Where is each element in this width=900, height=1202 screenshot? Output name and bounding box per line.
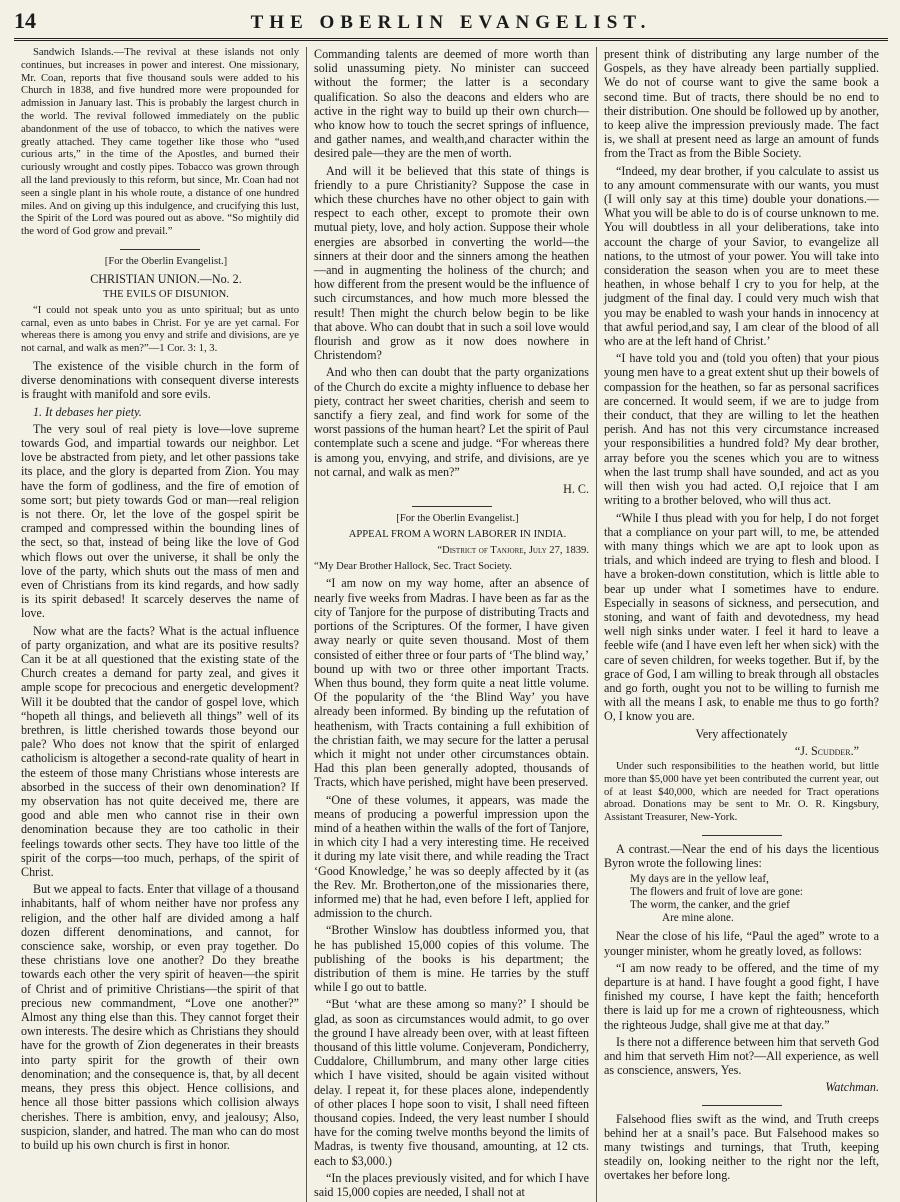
verse-line: The worm, the canker, and the grief <box>630 899 790 912</box>
divider <box>412 506 492 507</box>
article-subheading: THE EVILS OF DISUNION. <box>103 288 229 300</box>
verse-line: My days are in the yellow leaf, <box>630 873 769 886</box>
paragraph: “In the places previously visited, and for which I have said 15,000 copies are needed, I shall not at <box>314 1170 589 1200</box>
paragraph: present think of distributing any large number of the Gospels, as they have already been partially supplied. We do not of course want to give the same book a second time. But of tracts, there should be no end to their distribution. One should be followed up by another, to keep alive the impression previously made. The fact is, we shall at present need as large an amount of funds from the Tract as from the Bible Society. <box>604 47 879 161</box>
byron-verse <box>604 873 879 925</box>
column-1 <box>14 47 306 1202</box>
article-source: [For the Oberlin Evangelist.] <box>396 513 519 525</box>
paragraph: “But ‘what are these among so many?’ I should be glad, as soon as circumstances would admit, to go over the ground I have already been over, with at least fifteen thousand of this little volume. Conjeveram, Pondicherry, Cuddalore, Chillumbrum, and many other large cities which I have visited, should be again visited without delay. I repeat it, for these places alone, independently of other places I hope soon to visit, I shall need fifteen thousand copies. Indeed, the very least number I should have for the coming twelve months beyond the limits of Madras, is twenty five thousand, amounting, at 12 cts. each to $3,000.) <box>314 997 589 1168</box>
divider <box>120 249 200 250</box>
dateline: “District of Tanjore, July 27, 1839. <box>437 544 589 556</box>
paragraph: Near the close of his life, “Paul the aged” wrote to a younger minister, whom he greatly loved, as follows: <box>604 929 879 958</box>
verse-line: The flowers and fruit of love are gone: <box>630 886 804 899</box>
letter-closing: Very affectionately <box>695 726 788 741</box>
paragraph: Is there not a difference between him that serveth God and him that serveth Him not?—All experience, as well as conscience, answers, Yes. <box>604 1034 879 1078</box>
paragraph: The existence of the visible church in the form of diverse denominations with consequent diverse interests is fraught with manifold and sore evils. <box>21 358 299 402</box>
paul-quote: “I am now ready to be offered, and the time of my departure is at hand. I have fought a good fight, I have finished my course, I have kept the faith; henceforth there is laid up for me a crown of righteousness, which the righteous Judge, shall give me at that day.” <box>604 960 879 1032</box>
masthead <box>14 8 888 41</box>
point-heading: 1. It debases her piety. <box>33 404 142 419</box>
paragraph: But we appeal to facts. Enter that village of a thousand inhabitants, half of whom neither have nor profess any religion, and the other half are divided among a half dozen different denominations, and cannot, for conscience sake, worship, or even pray together. Do these christians love one another? Do they breathe towards each other the very spirit of heaven—the spirit of Christ and of primitive Christians—the spirit of that precious new commandment, “Love one another?” Almost any thing else than this. They cannot forget their own interests. The desire which as Christians they should have for the growth of Zion degenerates in their breasts into party spirit for the growth of their own denomination; and the consequence is, that, by all decent means, they press this object. Hence collisions, and hence all those bitter passions which collision always cherishes. There is ambition, envy, and jealousy; Also, suspicion, slander, and hatred. The man who can do most to build up his own church is first in honor. <box>21 882 299 1152</box>
article-heading: APPEAL FROM A WORN LABORER IN INDIA. <box>348 529 567 541</box>
paragraph: Falsehood flies swift as the wind, and Truth creeps behind her at a snail’s pace. But Falsehood makes so many twistings and turnings, that Truth, keeping steadily on, looking neither to the right nor the left, overtakes her before long. <box>604 1111 879 1183</box>
column-3 <box>596 47 886 1202</box>
paragraph: “Brother Winslow has doubtless informed you, that he has published 15,000 copies of this volume. The publishing of the books is his department; the distribution of them is mine. He tarries by the stuff while I go out to battle. <box>314 923 589 995</box>
article-heading: CHRISTIAN UNION.—No. 2. <box>90 271 242 286</box>
article-source: [For the Oberlin Evangelist.] <box>104 255 228 267</box>
page-number: 14 <box>14 8 36 33</box>
letter-signature: “J. Scudder.” <box>794 743 859 758</box>
epigraph: “I could not speak unto you as unto spiritual; but as unto carnal, even as unto babes in Christ. For ye are yet carnal. For whereas there is among you envy and strife and divisions, are ye not carnal, and walk as men?”—1 Cor. 3: 1, 3. <box>21 304 299 355</box>
paragraph: Now what are the facts? What is the actual influence of party organization, and what are its positive results? Can it be at all questioned that the existing state of the Church creates a demand for party zeal, and gives it ample scope for precocious and energetic development? Will it be doubted that the candor of gospel love, which “hopeth all things, and believeth all things” well of its brethren, is little cherished towards those beyond our pale? Who does not know that the spirit of enlarged catholicism is altogether a second-rate quality of heart in the esteem of those many Christians whose interests are absorbed in the success of their own denomination? If my observation has not quite deceived me, there are good and able men who cannot rise in their own denomination because they are too catholic in their feelings towards other sects. They have too little of the spirit of the corps—too much, perhaps, of the spirit of Christ. <box>21 623 299 880</box>
paragraph: Commanding talents are deemed of more worth than solid unassuming piety. No minister can succeed without the former; the latter is a secondary qualification. So also the deacons and elders who are active in the right way to build up their own church—who know how to touch the secret springs of influence, and gather names, and wealth,and character within the desired pale—they are the men of worth. <box>314 47 589 161</box>
verse-line: Are mine alone. <box>662 912 734 925</box>
paragraph: The very soul of real piety is love—love supreme towards God, and impartial towards our neighbor. Let love be abstracted from piety, and let other passions take its place, and the glory is departed from Zion. You may have the form of godliness, and the fire of emotion of some sort; but piety towards God or man—real religion is not there. Or, let the love of the gospel spirit be cramped and compressed within the bounding lines of the sect, so that, instead of being like the love of God which flows out over the universe, it shall be only the love of the party, which shuts out the mass of men and even of Christians from its kind regards, and how sadly is its spirit debased! It scarcely deserves the name of love. <box>21 421 299 621</box>
author-initials: H. C. <box>563 482 589 497</box>
editorial-note: Under such responsibilities to the heathen world, but little more than $5,000 have yet been contributed the current year, out of at least $40,000, which are needed for Tract operations abroad. Donations may be sent to Mr. O. R. Kingsbury, Assistant Treasurer, New-York. <box>604 760 879 824</box>
paragraph: “While I thus plead with you for help, I do not forget that a compliance on your part will, to me, be attended with many things which we are apt to look upon as trials, and which indeed are trying to flesh and blood. I have a broken-down constitution, which is little able to bear up under what I sometimes have to endure. Especially in seasons of sickness, and persecution, and stoning, and want of faith and devotedness, my head well nigh sinks under water. I feel it hard to leave a feeble wife (and I have even left her when sick) with the care of seven children, for weeks together. But if, by the grace of God, I am willing to break through all obstacles and go forth, ought you not to be willing to furnish me with all the means I ask, to enable me thus to go forth? O, I know you are. <box>604 510 879 724</box>
paragraph: And who then can doubt that the party organizations of the Church do excite a mighty influence to debase her piety, contract her sweet charities, cherish and seem to sanctify a fiery zeal, and find work for some of the worst passions of the human heart? Let the spirit of Paul contemplate such a scene and judge. “For whereas there is among you, envying, and strife, and divisions, are ye not carnal, and walk as men?” <box>314 365 589 479</box>
paragraph: And will it be believed that this state of things is friendly to a pure Christianity? Suppose the case in which these churches have no other object to gain with respect to each other, except to promote their own mutual piety, love, and holy action. Suppose their whole energies are absorbed in converting the world—the sinners at their door and the sinners among the heathen—and in augmenting the holiness of the church; and how different from the present would be the influence of such circumstances, and how much more blessed the result! Then might the church below begin to be like that above. Who can doubt that in such a soil love would flourish and grow as it now does nowhere in Christendom? <box>314 163 589 363</box>
divider <box>702 1105 782 1106</box>
paragraph: “I have told you and (told you often) that your pious young men have to a great extent shut up their bowels of compassion for the heathen, so far as personal sacrifices are concerned. It would seem, if we are to judge from their conduct, that they are willing to let the heathen perish. And has not this very circumstance increased your responsibilities a hundred fold? My dear brother, array before you the scenes which you are to witness when the last trump shall have sounded, and act as you will then wish you had acted. O,I rejoice that I am writing to a brother beloved, who will thus act. <box>604 351 879 508</box>
paragraph: “One of these volumes, it appears, was made the means of producing a powerful impression upon the mind of a heathen within the walls of the fort of Tanjore, in which city I had a very interesting time. He received it during my late visit there, and while reading the Tract ‘Good Knowledge,’ he was so deeply affected by it (as the Rev. Mr. Brotherton,one of the missionaries there, informed me) that he had, even before I left, applied for admission to the church. <box>314 792 589 921</box>
newspaper-title: THE OBERLIN EVANGELIST. <box>250 12 652 33</box>
sandwich-islands-item: Sandwich Islands.—The revival at these islands not only continues, but increases in power and interest. One missionary, Mr. Coan, reports that five thousand souls were added to his Church in 1838, and five hundred more were propounded for admission in January last. This is probably the largest church in the world. The revival followed immediately on the public abandonment of the use of tobacco, to which the natives were greatly attached. They came together like those who “used curious arts,” in the time of the Apostles, and burned their curiously wrought and costly pipes. Tobacco was grown through all the land previously to this reform, but since, Mr. Coan had not seen a single plant in his whole route, a distance of one hundred miles. And on giving up this indulgence, and crucifying this lust, the Spirit of the Lord was poured out as above. “So mightily did the word of God grow and prevail.” <box>21 47 299 238</box>
attribution: Watchman. <box>825 1080 879 1095</box>
column-2 <box>306 47 596 1202</box>
divider <box>702 835 782 836</box>
salutation: “My Dear Brother Hallock, Sec. Tract Society. <box>314 560 512 572</box>
paragraph: “I am now on my way home, after an absence of nearly five weeks from Madras. I have been as far as the city of Tanjore for the purpose of distributing Tracts and portions of the Scriptures. Of the former, I have given away nearly or quite seven thousand. Most of them consisted of either three or four parts of ‘The blind way,’ bound up with two or three other important Tracts. When thus bound, they form quite a neat little volume. Of the popularity of the ‘the Blind Way’ you have already been informed. By binding up the refutation of heathenism, with Tracts containing a full exhibition of the christian faith, we may secure for the latter a perusal which it might not under other circumstances obtain. Had this plan been generally adopted, thousands of Tracts, which have perished, might have been preserved. <box>314 576 589 790</box>
contrast-intro: A contrast.—Near the end of his days the licentious Byron wrote the following lines: <box>604 841 879 871</box>
paragraph: “Indeed, my dear brother, if you calculate to assist us to any amount commensurate with our wants, you must (I will only say at this time) double your donations.—What you will be able to do is of course unknown to me. You will doubtless in all your deliberations, take into account the charge of your Savior, to evangelize all nations, to the utmost of your power. You will take into consideration the season when you are to meet these heathen, in whose behalf I cry to you for help, at the judgment of the final day. I could very much wish that you may be enabled to wash your hands in innocency at that awful period,and say, I am clear of the blood of all who are at the left hand of Christ.’ <box>604 163 879 349</box>
columns <box>14 47 888 1200</box>
